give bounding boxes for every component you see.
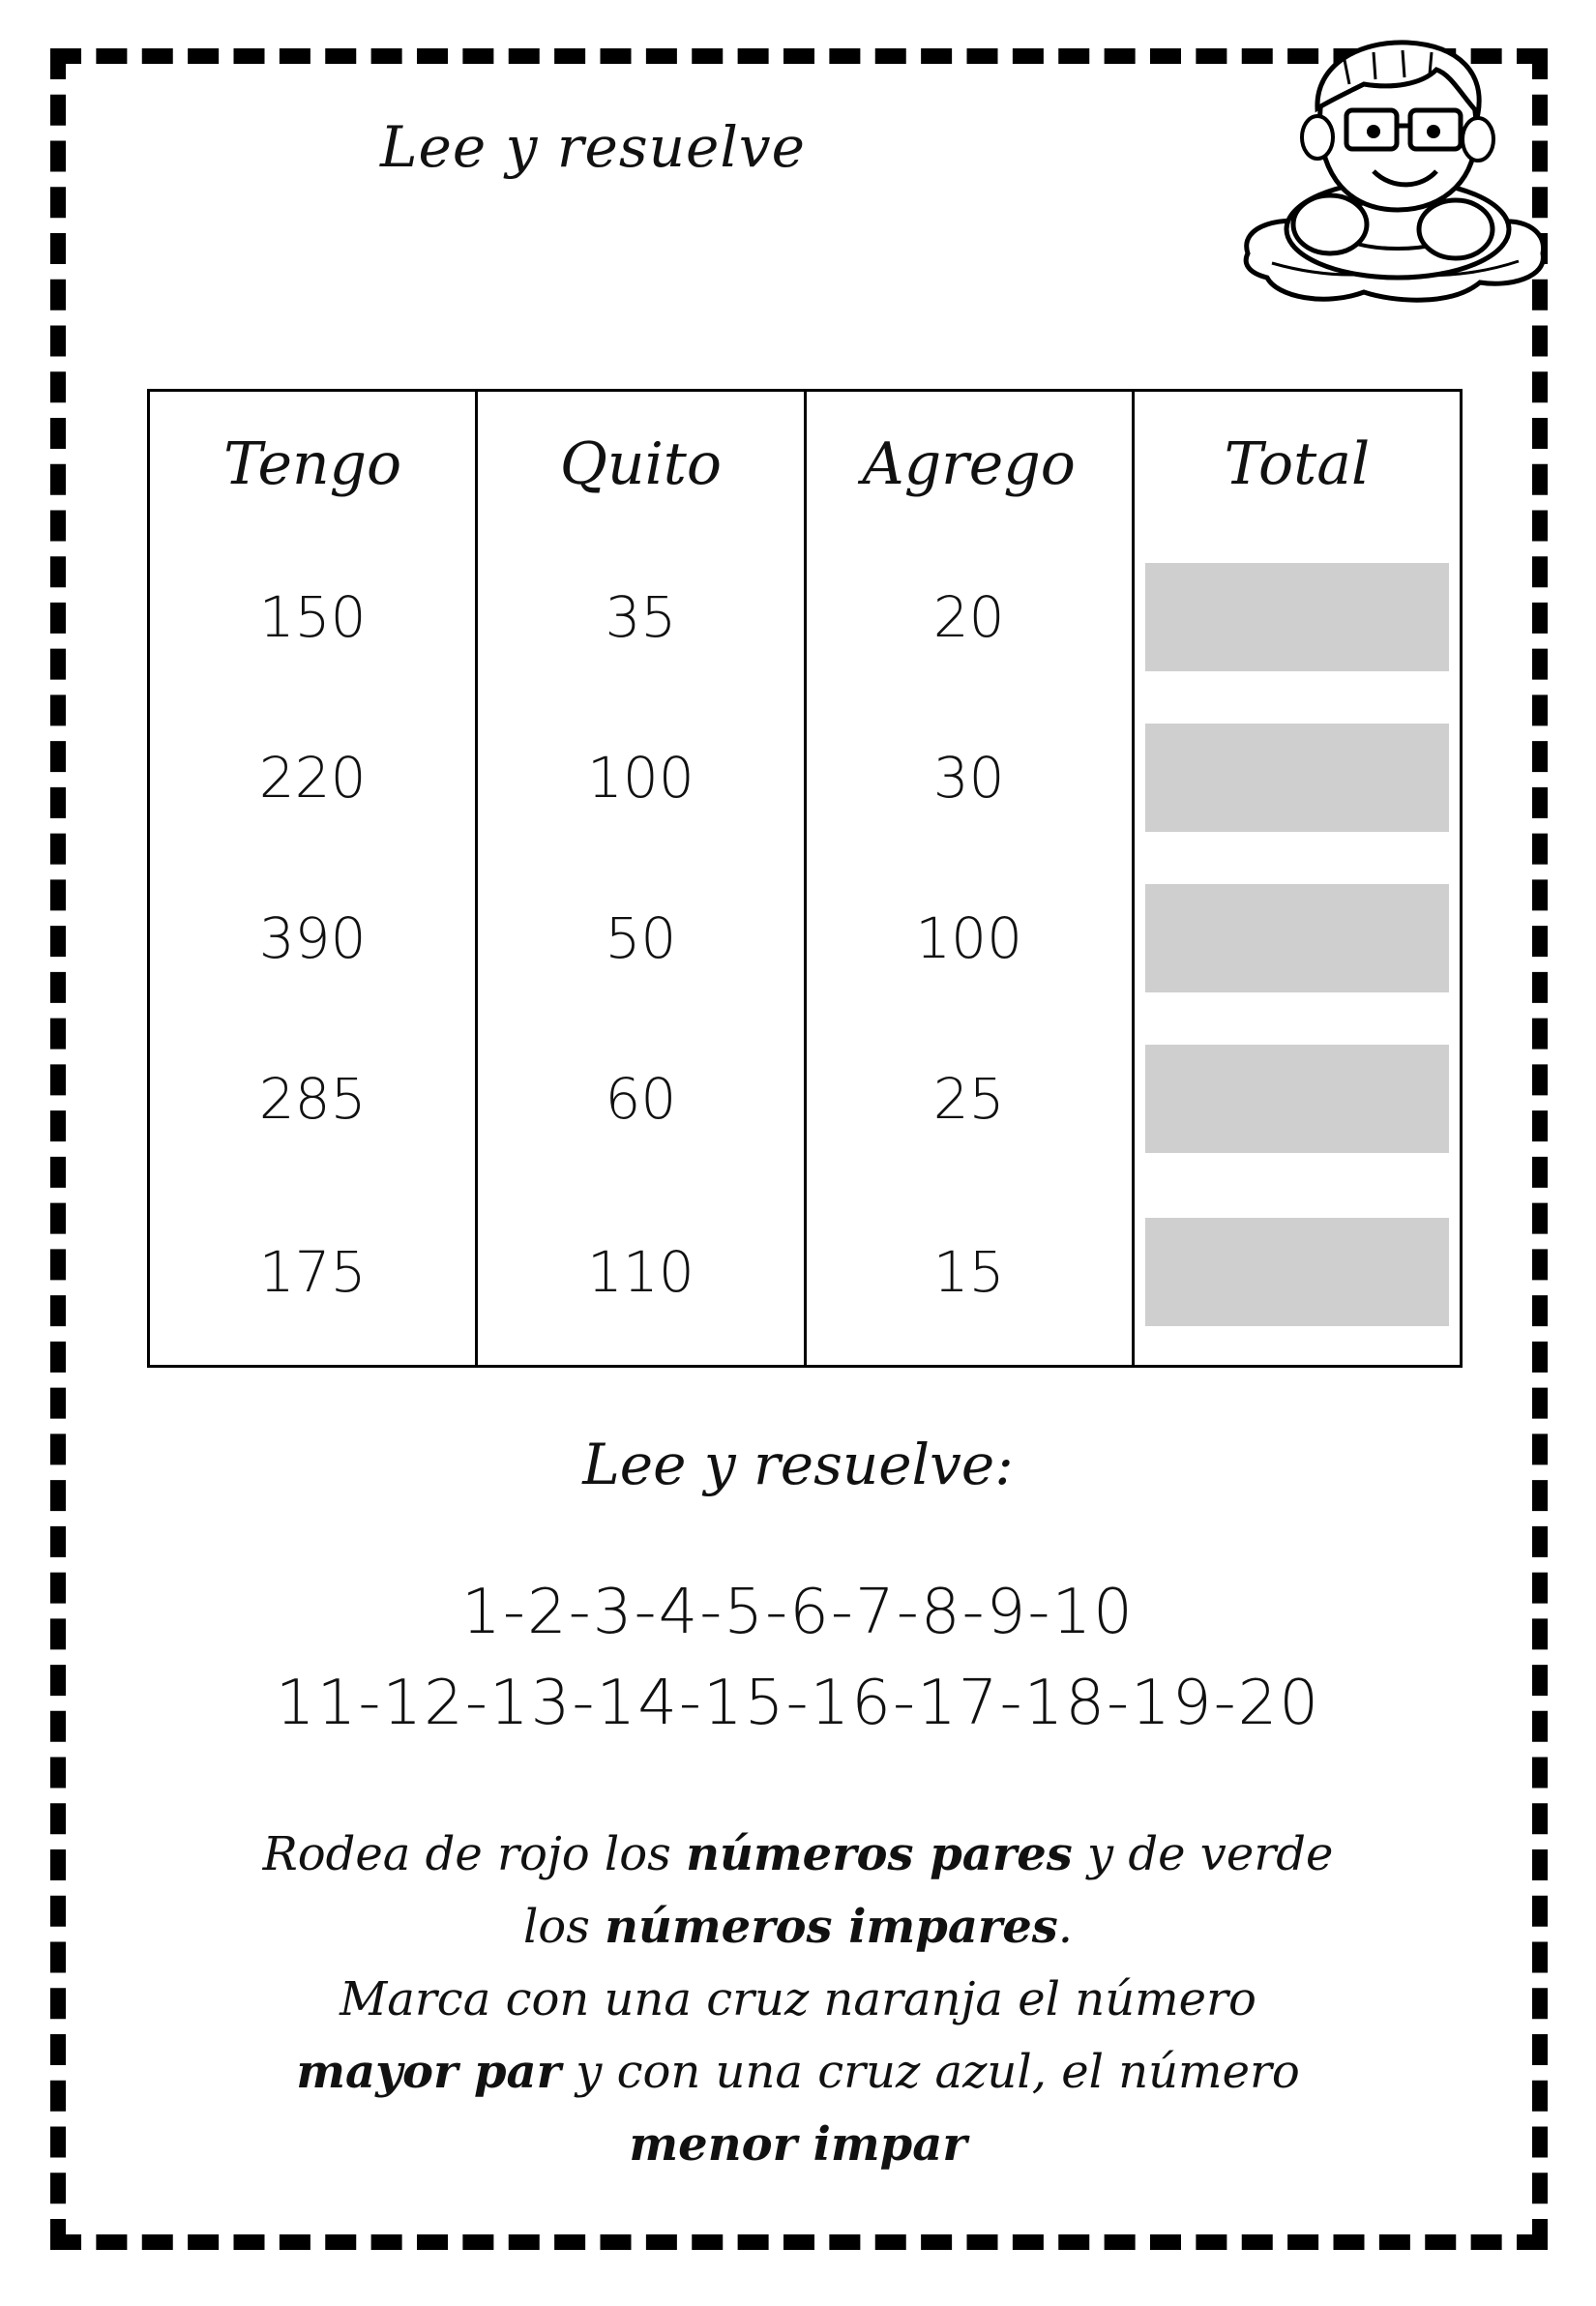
table-header-row: [149, 391, 1462, 538]
cell-agrego: 30: [805, 697, 1133, 858]
instruction-line: [0, 1891, 1596, 1964]
instruction-line: [0, 2109, 1596, 2181]
instructions: [0, 1818, 1596, 2181]
cell-agrego: 15: [805, 1179, 1133, 1367]
instruction-emphasis: menor impar: [629, 2117, 967, 2172]
number-sequence-11-20: 11-12-13-14-15-16-17-18-19-20: [275, 1668, 1321, 1739]
cell-quito: 100: [477, 697, 805, 858]
instruction-line: [0, 1818, 1596, 1891]
number-sequence-1-10: 1-2-3-4-5-6-7-8-9-10: [461, 1577, 1135, 1648]
cell-total: [1133, 858, 1461, 1019]
table-row: [149, 1179, 1462, 1367]
cell-total: [1133, 537, 1461, 697]
instruction-emphasis: mayor par: [296, 2045, 561, 2099]
cell-total: [1133, 1019, 1461, 1179]
cell-total: [1133, 697, 1461, 858]
cell-tengo: 175: [149, 1179, 477, 1367]
cell-tengo: 390: [149, 858, 477, 1019]
cell-total: [1133, 1179, 1461, 1367]
total-answer-box[interactable]: [1145, 1045, 1449, 1153]
header-total: Total: [1133, 391, 1461, 538]
cell-quito: 110: [477, 1179, 805, 1367]
instruction-text: y con una cruz azul, el número: [560, 2045, 1300, 2099]
table-row: [149, 1019, 1462, 1179]
instruction-text: Marca con una cruz naranja el número: [340, 1972, 1256, 2026]
boy-with-glasses-in-swim-ring-icon: [1228, 31, 1557, 321]
cell-quito: 35: [477, 537, 805, 697]
cell-quito: 60: [477, 1019, 805, 1179]
total-answer-box[interactable]: [1145, 884, 1449, 992]
instruction-text: los: [522, 1900, 606, 1954]
worksheet-table: [147, 389, 1463, 1368]
header-agrego: Agrego: [805, 391, 1133, 538]
instruction-text: y de verde: [1072, 1827, 1334, 1881]
instruction-text: .: [1057, 1900, 1074, 1954]
cell-tengo: 285: [149, 1019, 477, 1179]
total-answer-box[interactable]: [1145, 724, 1449, 832]
cell-agrego: 100: [805, 858, 1133, 1019]
total-answer-box[interactable]: [1145, 1218, 1449, 1326]
header-tengo: Tengo: [149, 391, 477, 538]
instruction-line: [0, 1964, 1596, 2036]
cell-tengo: 220: [149, 697, 477, 858]
instruction-text: Rodea de rojo los: [262, 1827, 687, 1881]
total-answer-box[interactable]: [1145, 563, 1449, 671]
instruction-line: [0, 2036, 1596, 2109]
cell-tengo: 150: [149, 537, 477, 697]
cell-agrego: 25: [805, 1019, 1133, 1179]
table-row: [149, 858, 1462, 1019]
table-row: [149, 537, 1462, 697]
header-quito: Quito: [477, 391, 805, 538]
instruction-emphasis: números impares: [605, 1900, 1058, 1954]
instruction-emphasis: números pares: [686, 1827, 1073, 1881]
page-title: Lee y resuelve: [380, 114, 806, 180]
section-title: Lee y resuelve:: [582, 1432, 1014, 1497]
table-row: [149, 697, 1462, 858]
cell-agrego: 20: [805, 537, 1133, 697]
cell-quito: 50: [477, 858, 805, 1019]
